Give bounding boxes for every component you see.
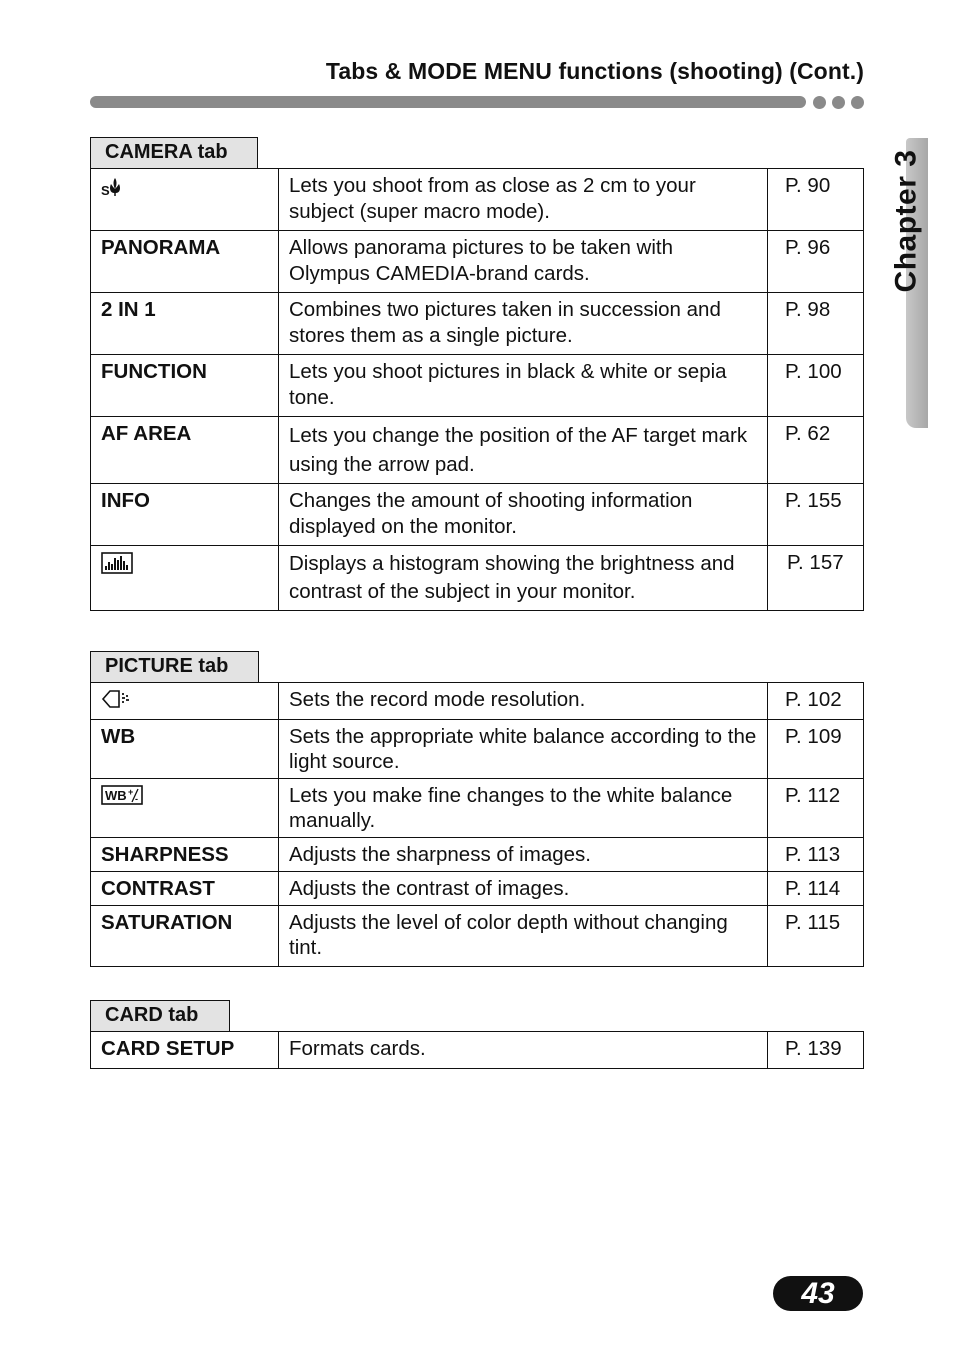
menu-item-name: PANORAMA xyxy=(91,231,279,293)
camera-tab-table xyxy=(90,168,864,611)
card-tab-table xyxy=(90,1031,864,1069)
table-row xyxy=(91,231,864,293)
page-reference: P. 96 xyxy=(768,231,864,293)
table-row xyxy=(91,779,864,838)
menu-item-name xyxy=(91,546,279,611)
chapter-label-text: Chapter 3 xyxy=(889,149,922,293)
menu-item-description: Lets you shoot pictures in black & white or sepia tone. xyxy=(279,355,768,417)
wb-fine-adjust-icon xyxy=(101,785,143,811)
table-row xyxy=(91,1032,864,1069)
header-dot xyxy=(832,96,845,109)
page-reference: P. 139 xyxy=(768,1032,864,1069)
menu-item-description: Combines two pictures taken in succession and stores them as a single picture. xyxy=(279,293,768,355)
histogram-icon xyxy=(101,552,133,581)
menu-item-name: WB xyxy=(91,720,279,779)
page-reference: P. 102 xyxy=(768,683,864,720)
camera-tab-label: CAMERA tab xyxy=(90,137,258,168)
svg-text:+: + xyxy=(128,787,134,797)
table-row xyxy=(91,169,864,231)
menu-item-description: Allows panorama pictures to be taken with Olympus CAMEDIA-brand cards. xyxy=(279,231,768,293)
menu-item-description: Changes the amount of shooting information displayed on the monitor. xyxy=(279,484,768,546)
menu-item-name: 2 IN 1 xyxy=(91,293,279,355)
header-rule xyxy=(90,96,806,108)
page-reference: P. 90 xyxy=(768,169,864,231)
menu-item-name: SATURATION xyxy=(91,906,279,967)
page-reference: P. 109 xyxy=(768,720,864,779)
menu-item-name xyxy=(91,779,279,838)
page-reference: P. 112 xyxy=(768,779,864,838)
page-reference: P. 114 xyxy=(768,872,864,906)
menu-item-name: SHARPNESS xyxy=(91,838,279,872)
svg-text:S: S xyxy=(101,183,110,197)
menu-item-description: Sets the record mode resolution. xyxy=(279,683,768,720)
page-reference: P. 157 xyxy=(768,546,864,611)
picture-tab-table xyxy=(90,682,864,967)
menu-item-name xyxy=(91,169,279,231)
page-reference: P. 62 xyxy=(768,417,864,484)
menu-item-name: CONTRAST xyxy=(91,872,279,906)
table-row xyxy=(91,355,864,417)
menu-item-description: Lets you change the position of the AF target mark using the arrow pad. xyxy=(279,417,768,484)
card-tab-section xyxy=(90,1000,864,1069)
header-dot xyxy=(851,96,864,109)
page-header-title: Tabs & MODE MENU functions (shooting) (Cont.) xyxy=(325,58,864,84)
menu-item-description: Lets you shoot from as close as 2 cm to your subject (super macro mode). xyxy=(279,169,768,231)
page-reference: P. 98 xyxy=(768,293,864,355)
picture-tab-section xyxy=(90,651,864,967)
table-row xyxy=(91,484,864,546)
menu-item-description: Lets you make fine changes to the white balance manually. xyxy=(279,779,768,838)
menu-item-description: Adjusts the sharpness of images. xyxy=(279,838,768,872)
card-tab-label: CARD tab xyxy=(90,1000,230,1031)
table-row xyxy=(91,906,864,967)
menu-item-description: Adjusts the level of color depth without changing tint. xyxy=(279,906,768,967)
chapter-label xyxy=(888,146,924,296)
table-row xyxy=(91,546,864,611)
menu-item-name: INFO xyxy=(91,484,279,546)
page-reference: P. 115 xyxy=(768,906,864,967)
menu-item-description: Displays a histogram showing the brightness and contrast of the subject in your monitor. xyxy=(279,546,768,611)
table-row xyxy=(91,838,864,872)
picture-tab-label: PICTURE tab xyxy=(90,651,259,682)
menu-item-description: Formats cards. xyxy=(279,1032,768,1069)
svg-text:-: - xyxy=(135,794,138,804)
table-row xyxy=(91,417,864,484)
svg-text:WB: WB xyxy=(105,788,127,803)
menu-item-name: CARD SETUP xyxy=(91,1032,279,1069)
camera-tab-section xyxy=(90,137,864,611)
page-reference: P. 155 xyxy=(768,484,864,546)
header-dot xyxy=(813,96,826,109)
page-reference: P. 113 xyxy=(768,838,864,872)
page-number-badge: 43 xyxy=(773,1276,863,1311)
menu-item-name xyxy=(91,683,279,720)
menu-item-name: AF AREA xyxy=(91,417,279,484)
record-mode-icon xyxy=(101,689,131,715)
super-macro-icon xyxy=(101,175,125,204)
table-row xyxy=(91,683,864,720)
table-row xyxy=(91,872,864,906)
page-reference: P. 100 xyxy=(768,355,864,417)
menu-item-name: FUNCTION xyxy=(91,355,279,417)
table-row xyxy=(91,293,864,355)
menu-item-description: Sets the appropriate white balance according to the light source. xyxy=(279,720,768,779)
table-row xyxy=(91,720,864,779)
menu-item-description: Adjusts the contrast of images. xyxy=(279,872,768,906)
